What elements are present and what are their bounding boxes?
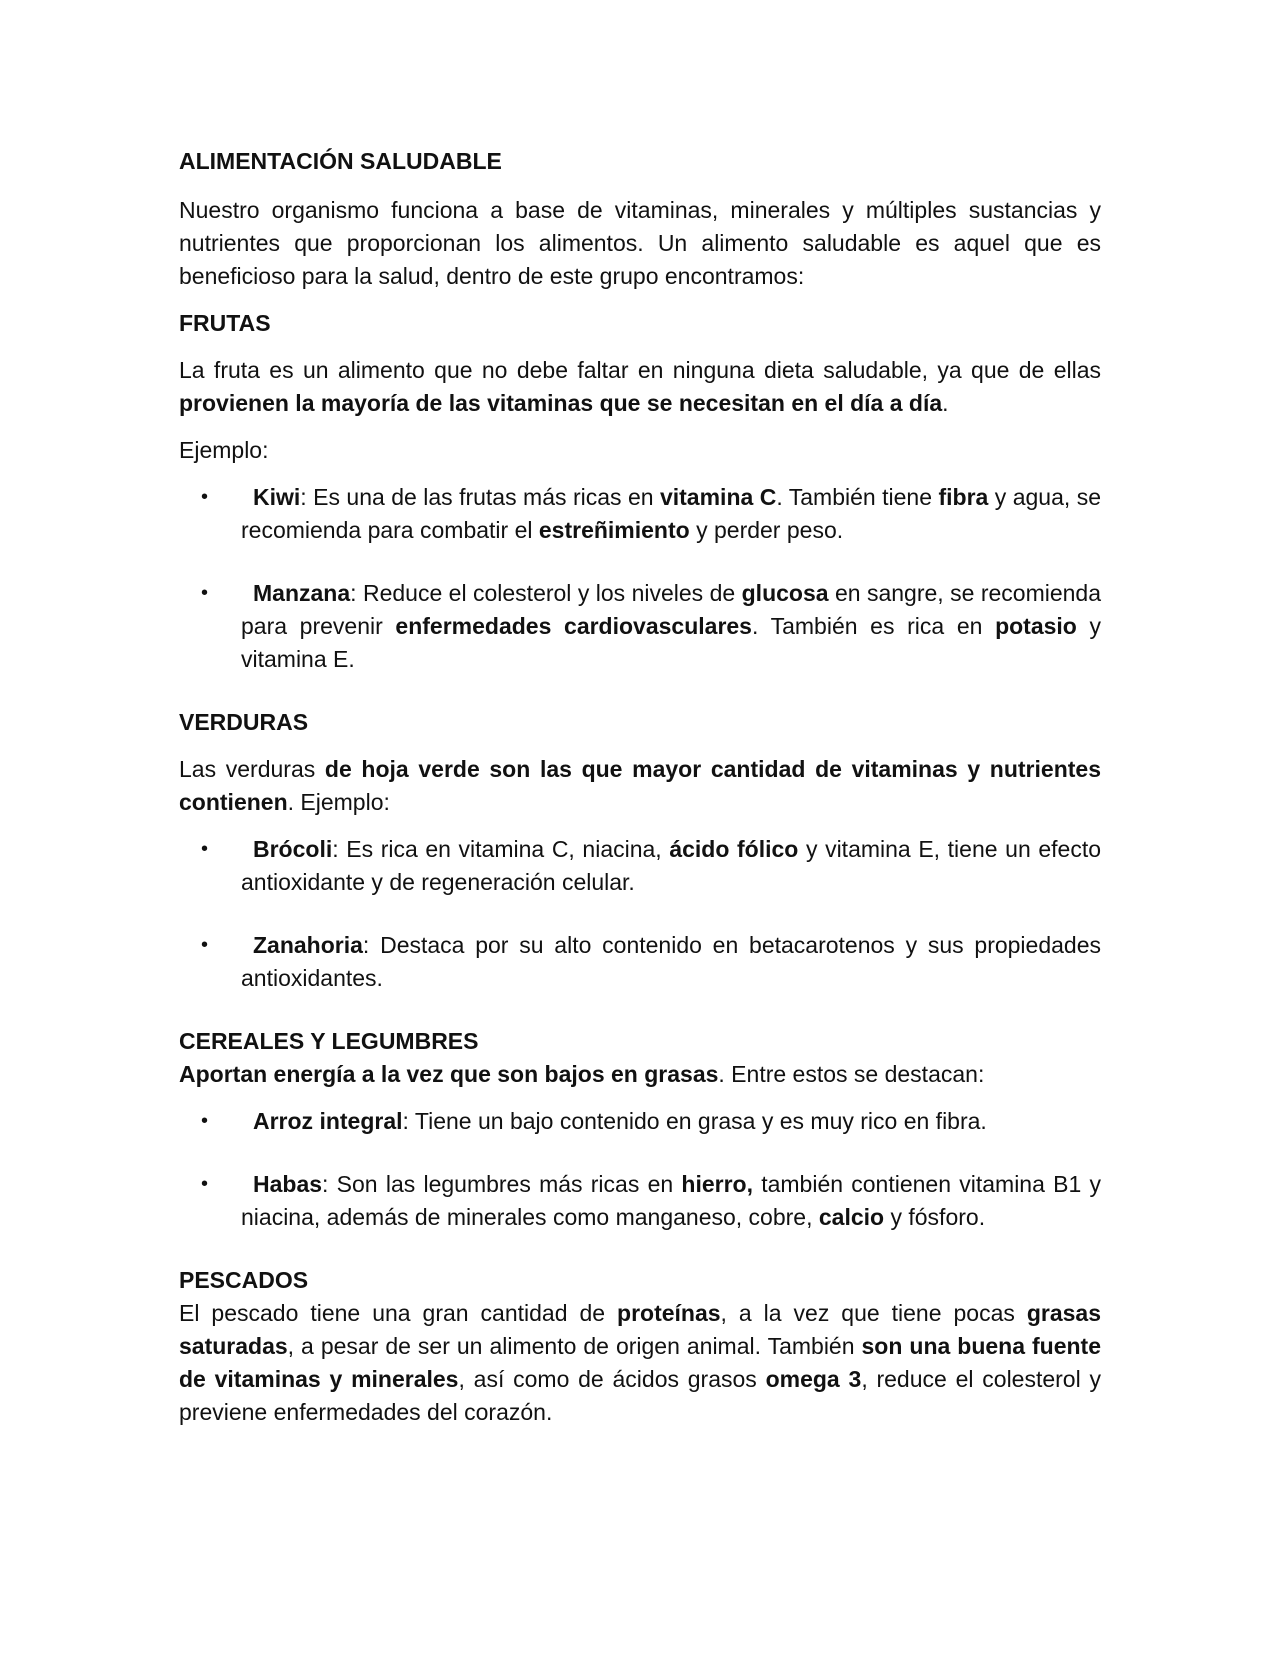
section-heading-cereales: CEREALES Y LEGUMBRES (179, 1028, 479, 1054)
frutas-list (179, 481, 1101, 676)
bullet-icon: • (201, 1110, 209, 1132)
section-heading-verduras: VERDURAS (179, 709, 309, 735)
list-item-brocoli: • Brócoli: Es rica en vitamina C, niacina, ácido fólico y vitamina E, tiene un efecto antioxidante y de regeneración celular. (179, 833, 1101, 899)
bullet-icon: • (201, 838, 209, 860)
list-item-zanahoria: • Zanahoria: Destaca por su alto contenido en betacarotenos y sus propiedades antioxidantes. (179, 929, 1101, 995)
bullet-icon: • (201, 934, 209, 956)
pescados-paragraph: El pescado tiene una gran cantidad de proteínas, a la vez que tiene pocas grasas saturadas, a pesar de ser un alimento de origen animal. También son una buena fuente de vitaminas y minerales, así como de ácidos grasos omega 3, reduce el colesterol y previene enfermedades del corazón. (179, 1300, 1101, 1425)
verduras-paragraph: Las verduras de hoja verde son las que mayor cantidad de vitaminas y nutrientes contienen. Ejemplo: (179, 756, 1101, 815)
page-title: ALIMENTACIÓN SALUDABLE (179, 148, 502, 174)
bullet-icon: • (201, 486, 209, 508)
section-heading-frutas: FRUTAS (179, 310, 271, 336)
section-heading-pescados: PESCADOS (179, 1267, 309, 1293)
list-item-kiwi: • Kiwi: Es una de las frutas más ricas en vitamina C. También tiene fibra y agua, se recomienda para combatir el estreñimiento y perder peso. (179, 481, 1101, 547)
list-item-habas: • Habas: Son las legumbres más ricas en hierro, también contienen vitamina B1 y niacina, además de minerales como manganeso, cobre, calcio y fósforo. (179, 1168, 1101, 1234)
list-item-arroz: • Arroz integral: Tiene un bajo contenido en grasa y es muy rico en fibra. (179, 1105, 1101, 1138)
ejemplo-label: Ejemplo: (179, 437, 269, 463)
bullet-icon: • (201, 582, 209, 604)
list-item-manzana: • Manzana: Reduce el colesterol y los niveles de glucosa en sangre, se recomienda para prevenir enfermedades cardiovasculares. También es rica en potasio y vitamina E. (179, 577, 1101, 676)
intro-paragraph: Nuestro organismo funciona a base de vitaminas, minerales y múltiples sustancias y nutrientes que proporcionan los alimentos. Un alimento saludable es aquel que es beneficioso para la salud, dentro de este grupo encontramos: (179, 197, 1101, 289)
document-body (179, 145, 1101, 1429)
verduras-list (179, 833, 1101, 995)
bullet-icon: • (201, 1173, 209, 1195)
frutas-paragraph: La fruta es un alimento que no debe faltar en ninguna dieta saludable, ya que de ellas provienen la mayoría de las vitaminas que se necesitan en el día a día. (179, 357, 1101, 416)
cereales-list (179, 1105, 1101, 1234)
cereales-paragraph: Aportan energía a la vez que son bajos en grasas. Entre estos se destacan: (179, 1061, 985, 1087)
